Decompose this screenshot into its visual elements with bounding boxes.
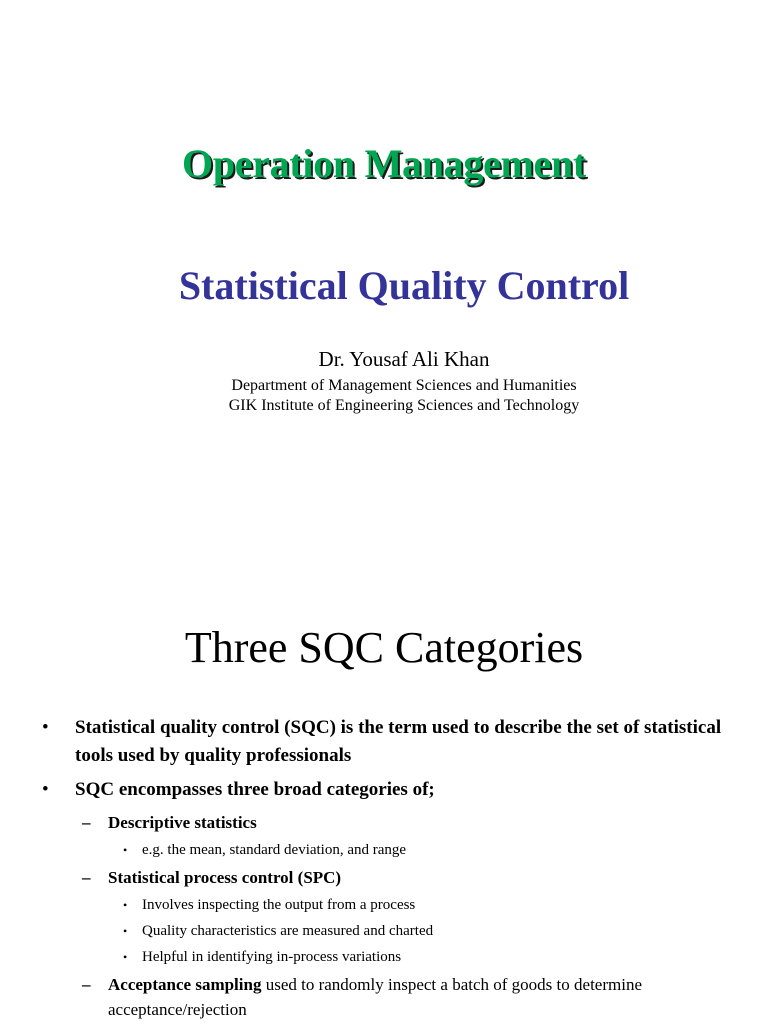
bullet-icon: • <box>123 950 128 964</box>
sub-bullet-item <box>0 810 768 835</box>
dash-icon: – <box>82 975 91 994</box>
dash-icon: – <box>82 813 91 832</box>
bullet-icon: • <box>123 924 128 938</box>
dash-icon: – <box>82 868 91 887</box>
sub-bullet-label: Statistical process control (SPC) <box>108 868 342 887</box>
sub-bullet-label: Acceptance sampling <box>108 975 262 994</box>
sub-sub-bullet-text: Helpful in identifying in-process variations <box>142 949 402 965</box>
sub-sub-bullet-item <box>0 944 768 970</box>
bullet-icon: • <box>42 779 49 800</box>
sub-bullet-text: used to randomly inspect a batch of goods to determine acceptance/rejection <box>108 975 642 1019</box>
department-name: Department of Management Sciences and Humanities <box>231 377 577 394</box>
slide-subtitle: Statistical Quality Control <box>178 263 630 308</box>
bullet-text: SQC encompasses three broad categories of; <box>75 779 435 800</box>
sub-sub-bullet-text: Quality characteristics are measured and charted <box>142 923 434 939</box>
bullet-item <box>0 776 768 804</box>
author-name: Dr. Yousaf Ali Khan <box>318 347 490 371</box>
bullet-icon: • <box>123 898 128 912</box>
bullet-item <box>0 714 768 770</box>
content-slide <box>0 576 768 1024</box>
bullet-text: Statistical quality control (SQC) is the term used to describe the set of statistical tools used by quality professionals <box>75 717 722 766</box>
bullet-icon: • <box>42 717 49 738</box>
sub-bullet-label: Descriptive statistics <box>108 813 257 832</box>
sub-sub-bullet-text: e.g. the mean, standard deviation, and range <box>142 842 407 858</box>
bullet-icon: • <box>123 843 128 857</box>
sub-bullet-item <box>0 865 768 890</box>
sub-sub-bullet-item <box>0 918 768 944</box>
slide-heading: Three SQC Categories <box>184 623 584 672</box>
bullet-list <box>0 714 768 1024</box>
sub-sub-bullet-text: Involves inspecting the output from a process <box>142 897 416 913</box>
sub-sub-bullet-item <box>0 837 768 863</box>
sub-sub-bullet-item <box>0 892 768 918</box>
sub-bullet-item <box>0 972 768 1022</box>
slide-title: Operation Management <box>182 141 586 186</box>
institute-name: GIK Institute of Engineering Sciences and Technology <box>228 397 580 414</box>
